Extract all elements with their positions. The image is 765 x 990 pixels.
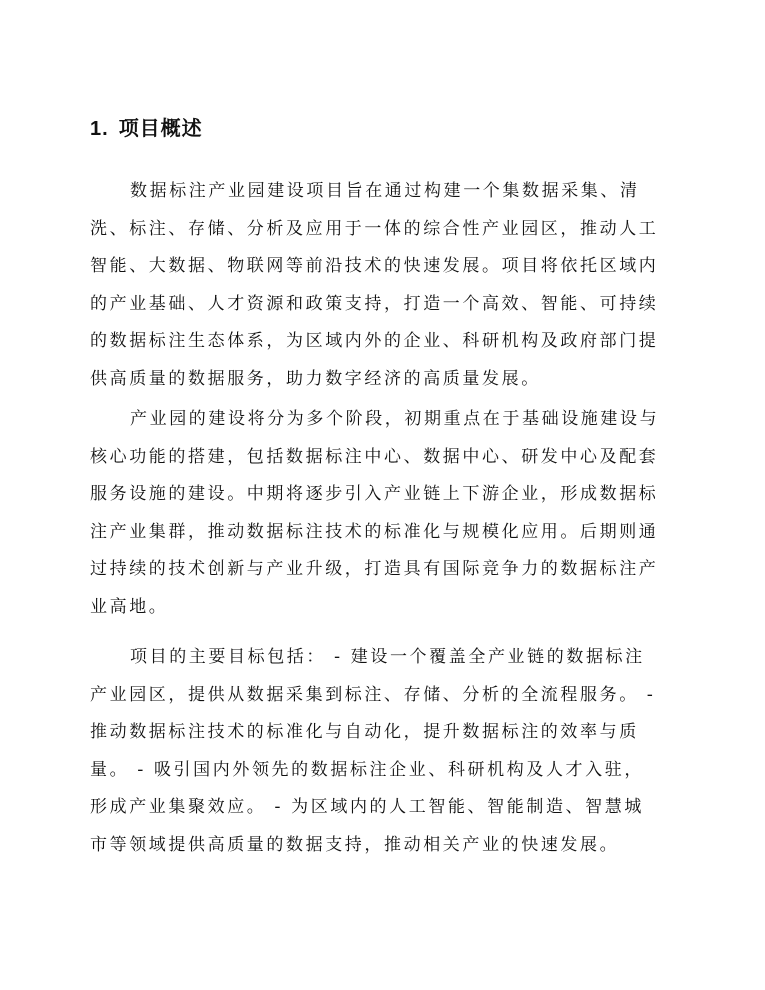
- paragraph-line: 过持续的技术创新与产业升级，打造具有国际竞争力的数据标注产: [90, 559, 659, 579]
- paragraph-line: 注产业集群，推动数据标注技术的标准化与规模化应用。后期则通: [90, 521, 659, 542]
- paragraph-line: 供高质量的数据服务，助力数字经济的高质量发展。: [90, 368, 541, 389]
- paragraph-line: 的产业基础、人才资源和政策支持，打造一个高效、智能、可持续: [90, 293, 659, 314]
- paragraph-line: 业高地。: [90, 596, 169, 617]
- paragraph-line: 数据标注产业园建设项目旨在通过构建一个集数据采集、清: [130, 181, 640, 201]
- paragraph-line: 推动数据标注技术的标准化与自动化，提升数据标注的效率与质: [90, 722, 639, 742]
- paragraph-line: 产业园区，提供从数据采集到标注、存储、分析的全流程服务。 -: [90, 684, 656, 705]
- section-heading: [90, 114, 203, 143]
- paragraph-goals: [90, 639, 675, 864]
- section-number: 1.: [90, 118, 109, 140]
- paragraph-phases: [90, 401, 675, 626]
- paragraph-line: 市等领域提供高质量的数据支持，推动相关产业的快速发展。: [90, 834, 620, 855]
- paragraph-line: 量。 - 吸引国内外领先的数据标注企业、科研机构及人才入驻，: [90, 759, 644, 780]
- paragraph-line: 核心功能的搭建，包括数据标注中心、数据中心、研发中心及配套: [90, 446, 659, 467]
- paragraph-line: 项目的主要目标包括： - 建设一个覆盖全产业链的数据标注: [130, 647, 645, 667]
- paragraph-line: 智能、大数据、物联网等前沿技术的快速发展。项目将依托区域内: [90, 256, 659, 276]
- paragraph-line: 服务设施的建设。中期将逐步引入产业链上下游企业，形成数据标: [90, 484, 659, 504]
- paragraph-line: 产业园的建设将分为多个阶段，初期重点在于基础设施建设与: [130, 409, 660, 429]
- paragraph-line: 形成产业集聚效应。 - 为区域内的人工智能、智能制造、智慧城: [90, 797, 644, 817]
- paragraph-line: 洗、标注、存储、分析及应用于一体的综合性产业园区，推动人工: [90, 218, 659, 239]
- paragraph-line: 的数据标注生态体系，为区域内外的企业、科研机构及政府部门提: [90, 331, 659, 351]
- paragraph-overview: [90, 173, 675, 398]
- section-title: 项目概述: [118, 116, 203, 140]
